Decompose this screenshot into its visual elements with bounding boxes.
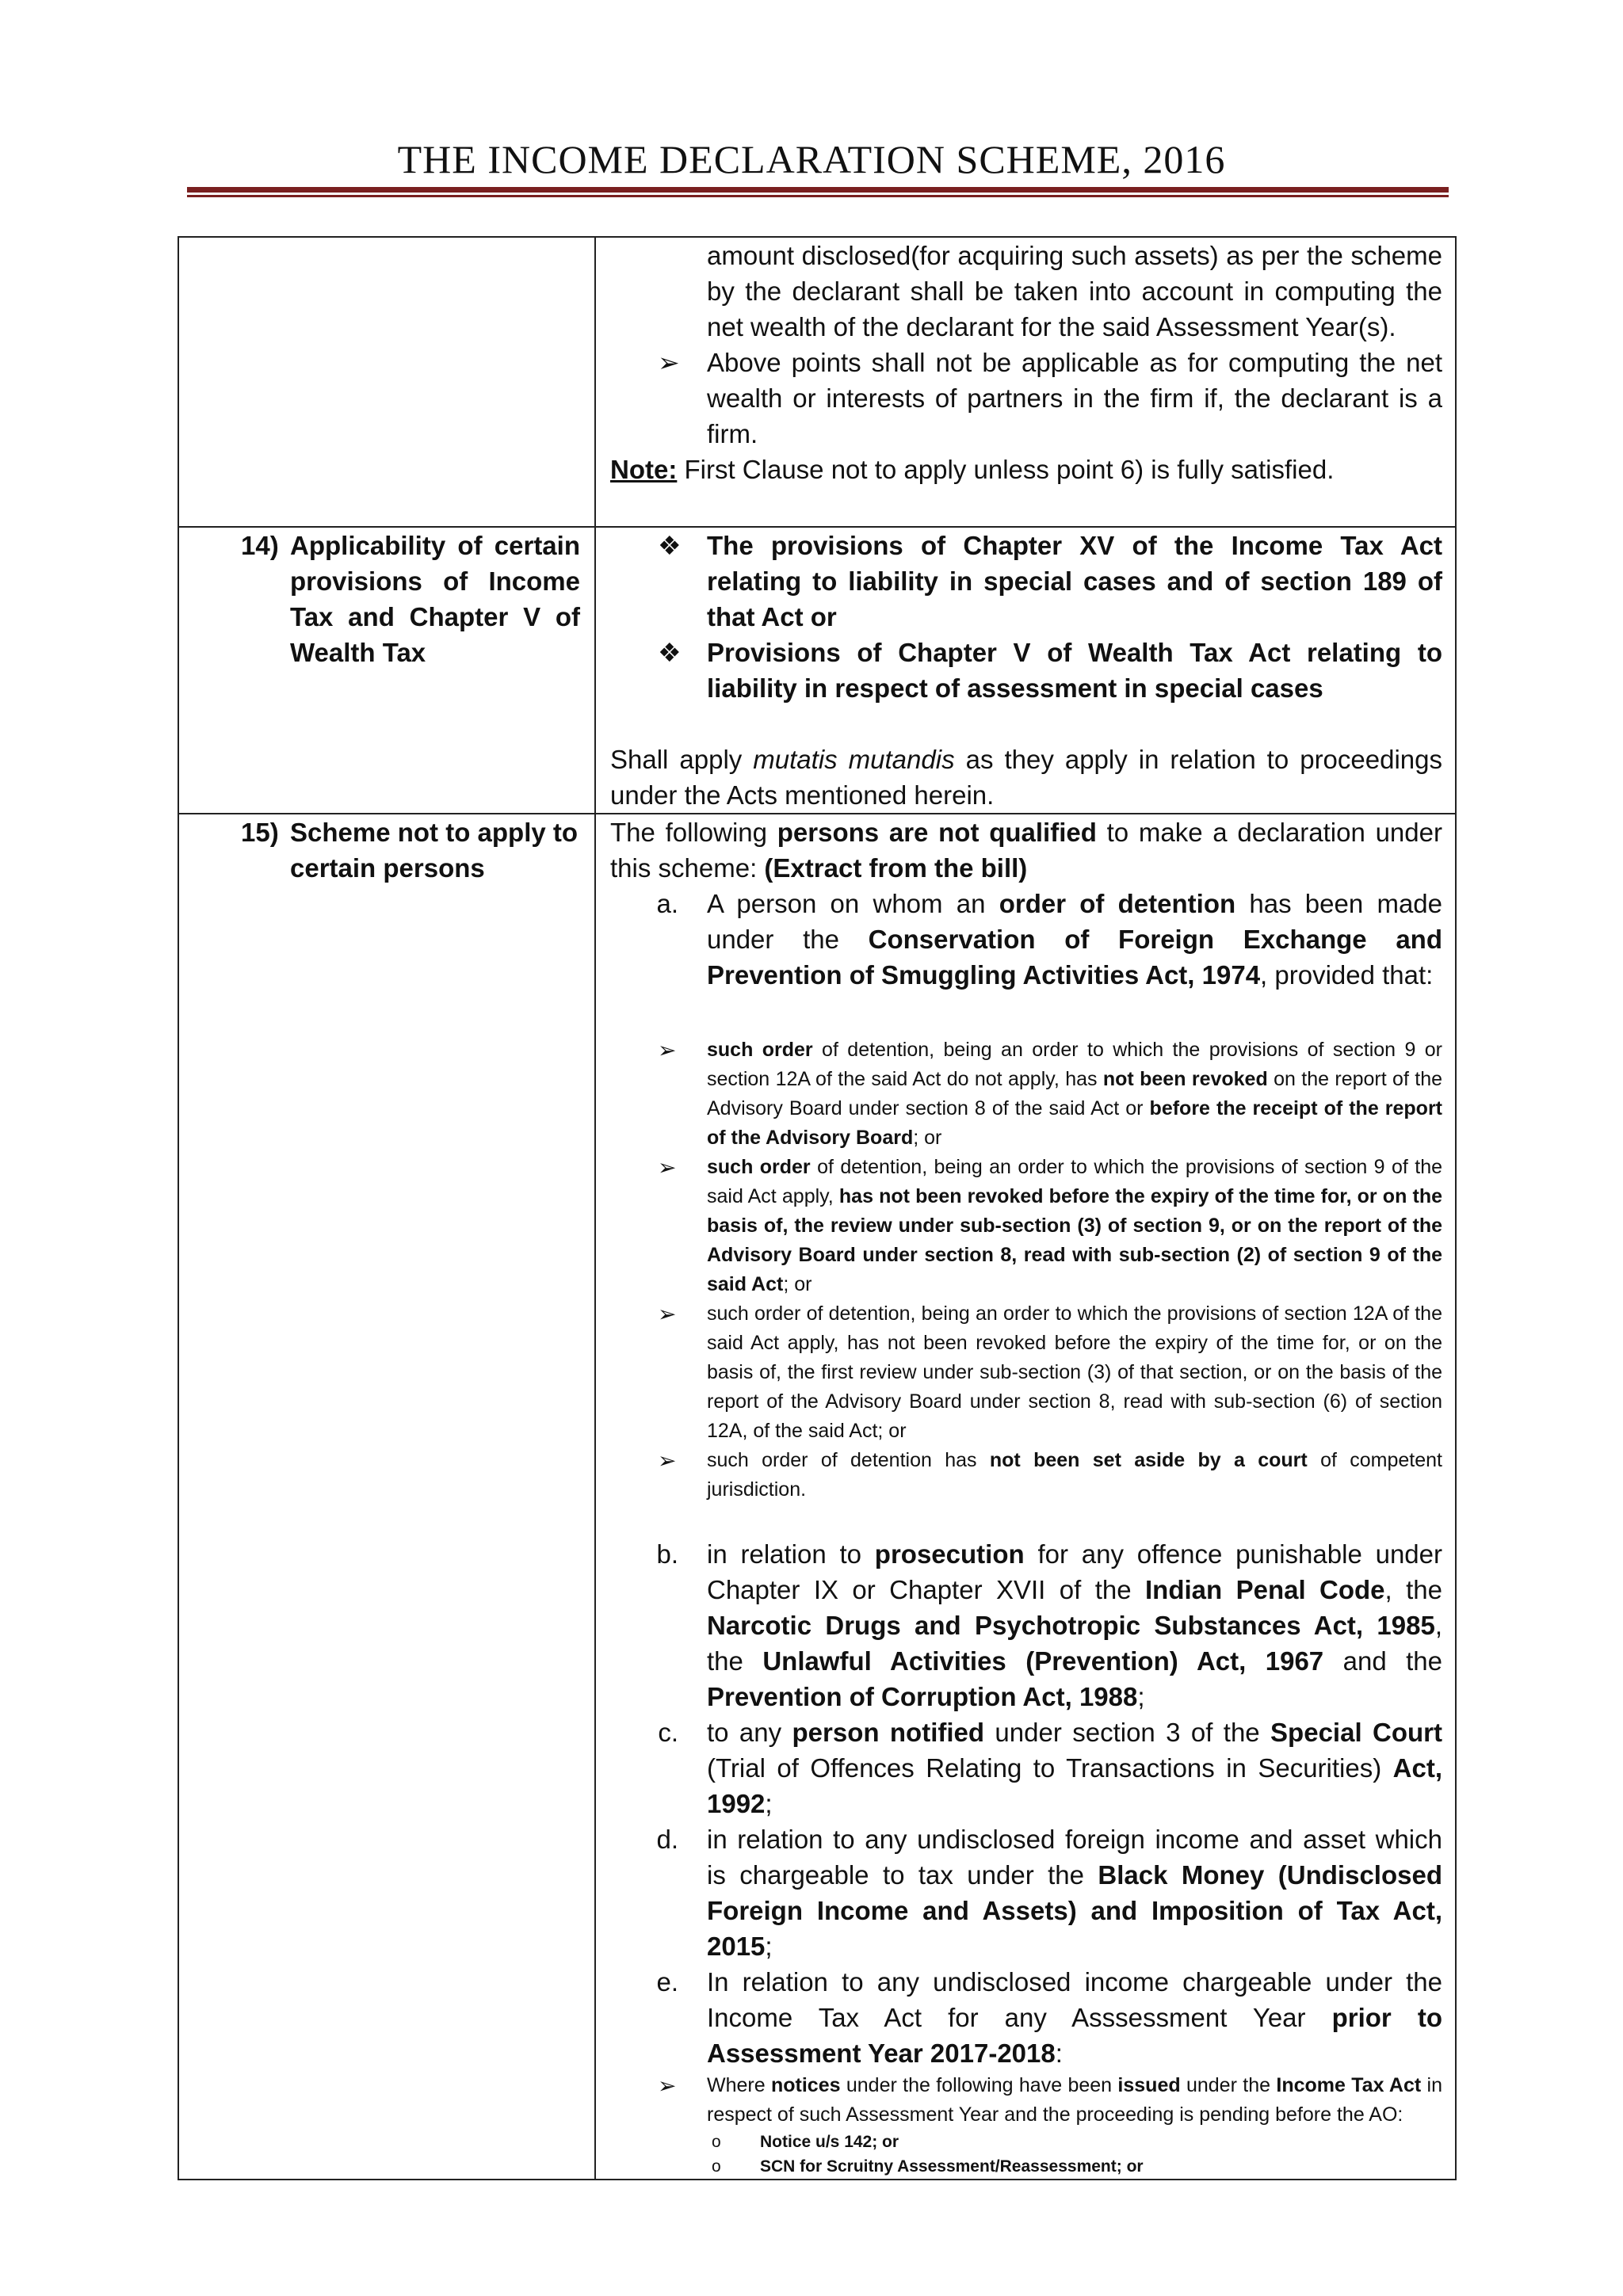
list-item: ❖ The provisions of Chapter XV of the Income Tax Act relating to liability in special cases and of section 189 of that Act or <box>610 528 1442 635</box>
list-item: o SCN for Scruitny Assessment/Reassessment; or <box>610 2154 1442 2179</box>
list-item: ➢ Where notices under the following have been issued under the Income Tax Act in respect of such Assessment Year and the proceeding is pending before the AO: <box>610 2071 1442 2130</box>
row14-heading: 14) Applicability of certain provisions of Income Tax and Chapter V of Wealth Tax <box>241 531 580 667</box>
row13-right-cell <box>595 237 1456 527</box>
arrow-bullet-icon: ➢ <box>658 1448 677 1473</box>
row15-heading: 15) Scheme not to apply to certain persons <box>241 818 579 883</box>
arrow-bullet-icon: ➢ <box>658 2073 677 2098</box>
title-rule <box>187 187 1449 193</box>
list-item: b. in relation to prosecution for any offence punishable under Chapter IX or Chapter XVII of the Indian Penal Code, the Narcotic Drugs and Psychotropic Substances Act, 1985, the Unlawful Activities (Prevention) Act, 1967 and the Prevention of Corruption Act, 1988; <box>656 1539 1443 1711</box>
diamond-bullet-icon: ❖ <box>658 531 682 560</box>
list-item: c. to any person notified under section 3 of the Special Court (Trial of Offences Relating to Transactions in Securities) Act, 1992; <box>658 1718 1442 1818</box>
row15-right-cell <box>595 814 1456 2180</box>
list-item: ➢ such order of detention, being an order to which the provisions of section 9 or section 12A of the said Act do not apply, has not been revoked on the report of the Advisory Board under section 8 of the said Act or before the receipt of the report of the Advisory Board; or <box>610 1035 1442 1153</box>
list-item: ➢ Above points shall not be applicable as for computing the net wealth or interests of partners in the firm if, the declarant is a firm. <box>610 345 1442 452</box>
page-title: THE INCOME DECLARATION SCHEME, 2016 <box>397 137 1226 181</box>
circle-bullet-icon: o <box>712 2133 721 2151</box>
arrow-bullet-icon: ➢ <box>658 1038 677 1062</box>
row13-note: Note: First Clause not to apply unless point 6) is fully satisfied. <box>610 455 1335 484</box>
circle-bullet-icon: o <box>712 2157 721 2176</box>
list-item: ❖ Provisions of Chapter V of Wealth Tax Act relating to liability in respect of assessment in special cases <box>610 635 1442 706</box>
row14-left-cell <box>178 527 595 814</box>
list-item: e. In relation to any undisclosed income chargeable under the Income Tax Act for any Asssessment Year prior to Assessment Year 2017-2018: <box>656 1967 1443 2068</box>
scheme-table <box>178 236 1457 2180</box>
row13-continuation: amount disclosed(for acquiring such assets) as per the scheme by the declarant shall be taken into account in computing the net wealth of the declarant for the said Assessment Year(s). <box>707 241 1442 341</box>
list-item: ➢ such order of detention, being an order to which the provisions of section 12A of the said Act apply, has not been revoked before the expiry of the time for, or on the basis of, the first review under sub-section (3) of that section, or on the basis of the report of the Advisory Board under section 8, read with sub-section (6) of section 12A, of the said Act; or <box>610 1299 1442 1446</box>
list-item: d. in relation to any undisclosed foreign income and asset which is chargeable to tax under the Black Money (Undisclosed Foreign Income and Assets) and Imposition of Tax Act, 2015; <box>656 1825 1442 1961</box>
table-row <box>178 814 1456 2180</box>
diamond-bullet-icon: ❖ <box>658 638 682 667</box>
row15-intro: The following persons are not qualified to make a declaration under this scheme: (Extract from the bill) <box>610 818 1442 883</box>
row14-apply-text: Shall apply mutatis mutandis as they apply in relation to proceedings under the Acts mentioned herein. <box>610 745 1443 810</box>
arrow-bullet-icon: ➢ <box>658 1302 677 1326</box>
table-row <box>178 527 1456 814</box>
list-item: o Notice u/s 142; or <box>610 2130 1442 2154</box>
row14-right-cell <box>595 527 1456 814</box>
list-item: a. A person on whom an order of detention has been made under the Conservation of Foreign Exchange and Prevention of Smuggling Activities Act, 1974, provided that: <box>656 889 1442 990</box>
arrow-bullet-icon: ➢ <box>658 348 680 377</box>
row15-left-cell <box>178 814 595 2180</box>
list-item: ➢ such order of detention has not been set aside by a court of competent jurisdiction. <box>610 1446 1442 1505</box>
row13-left-cell <box>178 237 595 527</box>
list-item: ➢ such order of detention, being an order to which the provisions of section 9 of the said Act apply, has not been revoked before the expiry of the time for, or on the basis of, the review under sub-section (3) of section 9, or on the report of the Advisory Board under section 8, read with sub-section (2) of section 9 of the said Act; or <box>610 1153 1442 1299</box>
arrow-bullet-icon: ➢ <box>658 1155 677 1180</box>
table-row <box>178 237 1456 527</box>
title-rule-thin <box>187 195 1449 197</box>
